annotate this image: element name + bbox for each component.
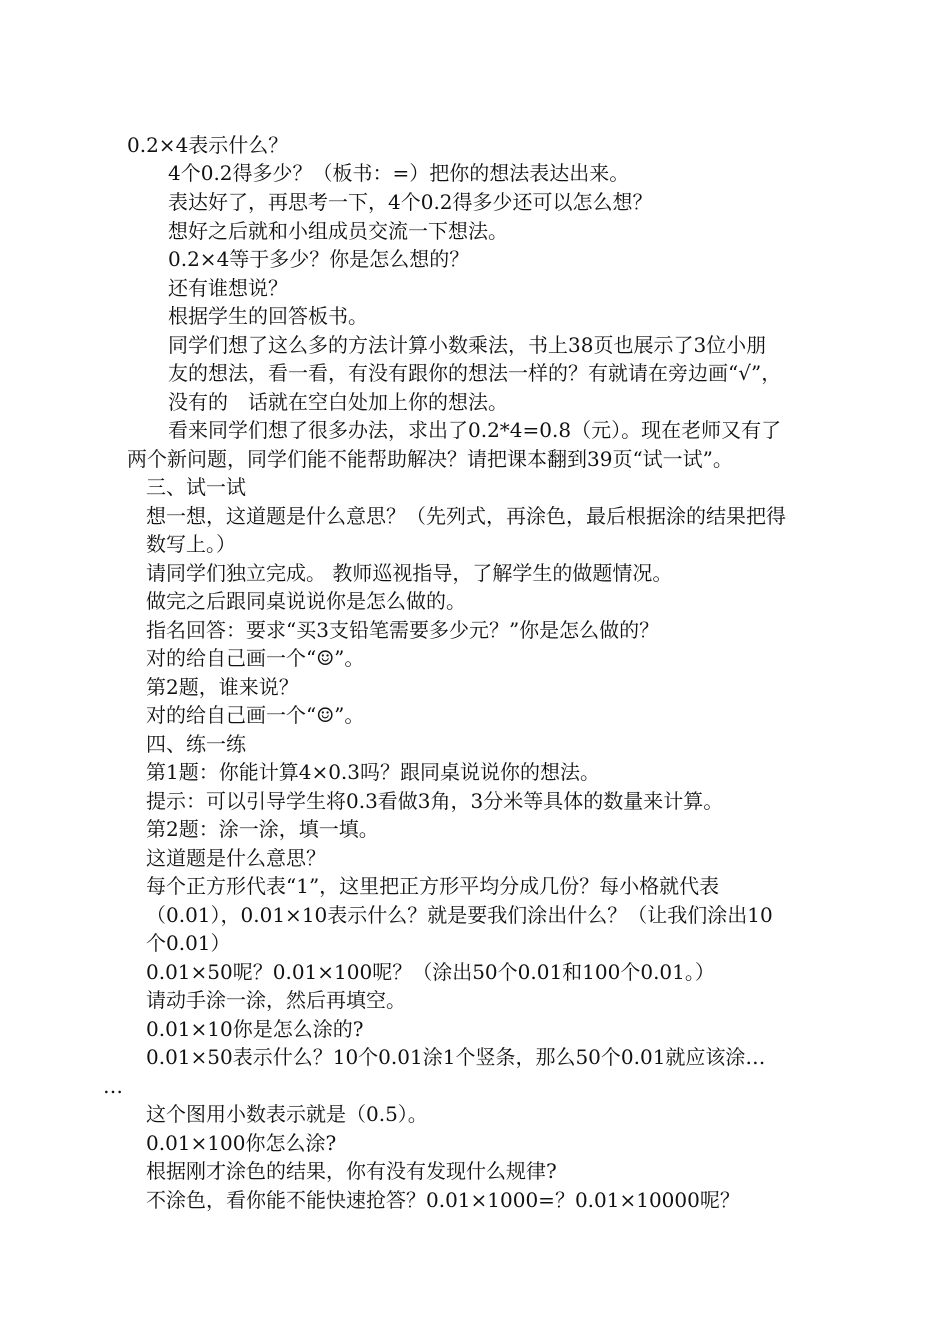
text-line: 0.2×4等于多少？你是怎么想的？ bbox=[168, 247, 470, 271]
text-line: 对的给自己画一个“☺”。 bbox=[146, 703, 365, 727]
text-line: 0.01×50表示什么？10个0.01涂1个竖条，那么50个0.01就应该涂… bbox=[146, 1045, 766, 1069]
text-line: 还有谁想说？ bbox=[168, 276, 288, 300]
text-line: 这个图用小数表示就是（0.5）。 bbox=[146, 1102, 428, 1126]
text-line: 表达好了，再思考一下，4个0.2得多少还可以怎么想？ bbox=[168, 190, 653, 214]
text-line: 看来同学们想了很多办法，求出了0.2*4=0.8（元）。现在老师又有了 bbox=[168, 418, 782, 442]
text-line: 对的给自己画一个“☺”。 bbox=[146, 646, 365, 670]
text-line: 每个正方形代表“1”，这里把正方形平均分成几份？每小格就代表 bbox=[146, 874, 720, 898]
text-line: 这道题是什么意思？ bbox=[146, 846, 326, 870]
text-line: 根据刚才涂色的结果，你有没有发现什么规律? bbox=[146, 1159, 557, 1183]
text-line: 没有的 话就在空白处加上你的想法。 bbox=[168, 390, 508, 414]
text-line: 想一想，这道题是什么意思？（先列式，再涂色，最后根据涂的结果把得 bbox=[146, 504, 786, 528]
text-line: 不涂色，看你能不能快速抢答？0.01×1000=？0.01×10000呢？ bbox=[146, 1188, 740, 1212]
text-line: 0.2×4表示什么？ bbox=[127, 133, 289, 157]
text-line: 请同学们独立完成。 教师巡视指导，了解学生的做题情况。 bbox=[146, 561, 673, 585]
text-line: 根据学生的回答板书。 bbox=[168, 304, 368, 328]
section-heading: 三、试一试 bbox=[146, 475, 246, 499]
text-line: （0.01），0.01×10表示什么？就是要我们涂出什么？（让我们涂出10 bbox=[146, 903, 773, 927]
text-line: 4个0.2得多少？（板书：=）把你的想法表达出来。 bbox=[168, 161, 630, 185]
text-line: 同学们想了这么多的方法计算小数乘法，书上38页也展示了3位小朋 bbox=[168, 333, 767, 357]
text-line: 0.01×10你是怎么涂的? bbox=[146, 1017, 364, 1041]
text-line: 个0.01） bbox=[146, 931, 231, 955]
text-line: 指名回答：要求“买3支铅笔需要多少元？”你是怎么做的？ bbox=[146, 618, 660, 642]
text-line: 0.01×50呢？0.01×100呢？（涂出50个0.01和100个0.01。） bbox=[146, 960, 715, 984]
text-line: 第2题：涂一涂，填一填。 bbox=[146, 817, 379, 841]
text-line: 0.01×100你怎么涂? bbox=[146, 1131, 337, 1155]
text-line: 想好之后就和小组成员交流一下想法。 bbox=[168, 219, 508, 243]
text-line: 做完之后跟同桌说说你是怎么做的。 bbox=[146, 589, 466, 613]
text-line: … bbox=[103, 1074, 123, 1098]
text-line: 第1题：你能计算4×0.3吗？跟同桌说说你的想法。 bbox=[146, 760, 601, 784]
text-line: 第2题，谁来说？ bbox=[146, 675, 299, 699]
section-heading: 四、练一练 bbox=[146, 732, 246, 756]
text-line: 友的想法，看一看，有没有跟你的想法一样的？有就请在旁边画“√”， bbox=[168, 361, 782, 385]
text-line: 请动手涂一涂，然后再填空。 bbox=[146, 988, 406, 1012]
text-line: 两个新问题，同学们能不能帮助解决？请把课本翻到39页“试一试”。 bbox=[127, 447, 733, 471]
text-line: 数写上。） bbox=[146, 532, 236, 556]
text-line: 提示：可以引导学生将0.3看做3角，3分米等具体的数量来计算。 bbox=[146, 789, 724, 813]
